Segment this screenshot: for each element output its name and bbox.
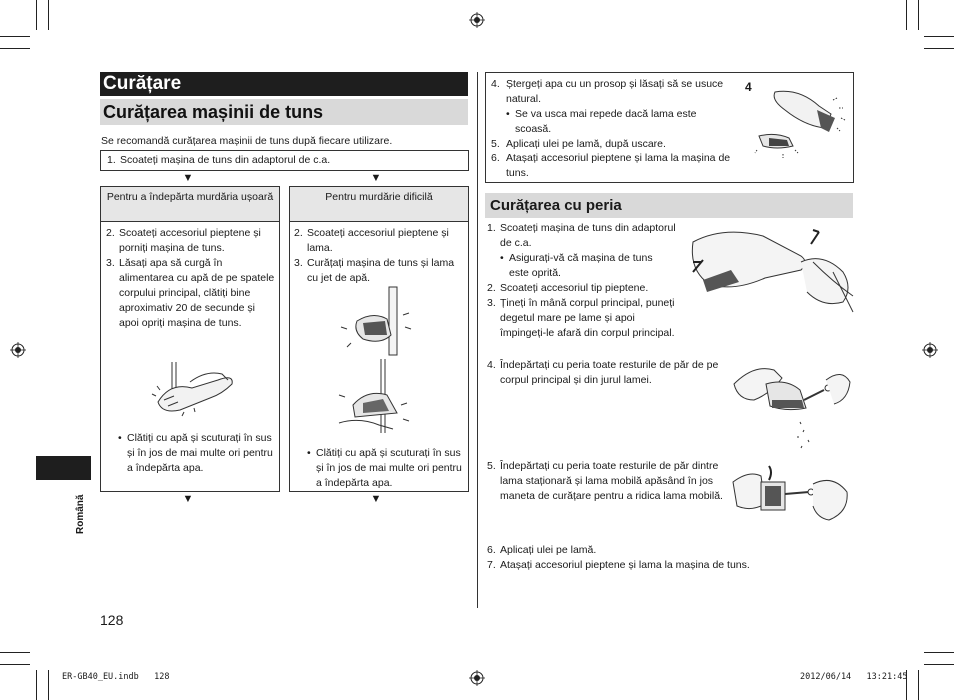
heavy-dirt-header: Pentru murdărie dificilă (289, 186, 469, 222)
brush-step-2: 2. Scoateți accesoriul tip pieptene. (487, 282, 649, 294)
brush-step-5: 5. Îndepărtați cu peria toate resturile de păr dintre lama staționară și lama mobilă apăsând în jos maneta de curățare pentru a ridica lama mobilă. (487, 460, 723, 502)
brush-step-4: 4. Îndepărtați cu peria toate resturile de păr de pe corpul principal și din jurul lamei. (487, 359, 719, 386)
step-number: 1. (107, 154, 116, 166)
continued-bullet: • Se va usca mai repede dacă lama este scoasă. (506, 108, 697, 135)
footer-file-info: ER-GB40_EU.indb 128 (62, 672, 170, 682)
brush-step-7: 7. Atașați accesoriul pieptene și lama la mașina de tuns. (487, 559, 750, 571)
language-tab (36, 456, 91, 480)
push-out-blade-illustration (683, 222, 858, 322)
brush-step-3: 3. Țineți în mână corpul principal, puneți degetul mare pe lame și apoi împingeți-le afară din corpul principal. (487, 297, 675, 339)
flow-arrow: ▼ (370, 172, 382, 184)
brush-bullet: • Asigurați-vă că mașina de tuns este oprită. (500, 252, 653, 279)
brush-body-illustration (730, 360, 855, 452)
brush-section-title: Curățarea cu peria (485, 193, 853, 218)
registration-mark-bottom-icon (469, 670, 485, 686)
light-dirt-bullet: • Clătiți cu apă și scuturați în sus și în jos de mai multe ori pentru a îndepărta apa. (118, 432, 273, 474)
rinse-under-tap-illustration (150, 360, 240, 420)
heavy-dirt-step-3: 3. Curățați mașina de tuns și lama cu jet de apă. (294, 257, 455, 284)
language-label: Română (75, 494, 86, 534)
continued-step-4: 4. Ștergeți apa cu un prosop și lăsați să se usuce natural. (491, 78, 724, 105)
step1-box (100, 150, 469, 171)
continued-step-6: 6. Atașați accesoriul pieptene și lama la mașina de tuns. (491, 152, 731, 179)
registration-mark-top-icon (469, 12, 485, 28)
rinse-blade-illustration (333, 285, 433, 435)
footer-timestamp: 2012/06/14 13:21:45 (800, 672, 908, 682)
light-dirt-step-3: 3. Lăsați apa să curgă în alimentarea cu apă de pe spatele corpului principal, clătiți bine aproximativ 20 de secunde și apoi opriți mașina de tuns. (106, 257, 275, 329)
figure-label: 4 (745, 80, 752, 94)
page-title: Curățare (100, 72, 468, 96)
intro-text: Se recomandă curățarea mașinii de tuns după fiecare utilizare. (101, 135, 393, 147)
step-text: Scoateți mașina de tuns din adaptorul de c.a. (120, 154, 331, 166)
drying-clipper-illustration (755, 88, 850, 163)
column-divider (477, 72, 478, 608)
flow-arrow: ▼ (370, 493, 382, 505)
heavy-dirt-step-2: 2. Scoateți accesoriul pieptene și lama. (294, 227, 449, 254)
heavy-dirt-bullet: • Clătiți cu apă și scuturați în sus și în jos de mai multe ori pentru a îndepărta apa. (307, 447, 462, 489)
page-number: 128 (100, 612, 124, 628)
registration-mark-left-icon (10, 342, 26, 358)
registration-mark-right-icon (922, 342, 938, 358)
lever-brush-illustration (729, 462, 854, 537)
flow-arrow: ▼ (182, 493, 194, 505)
light-dirt-header: Pentru a îndepărta murdăria ușoară (100, 186, 280, 222)
brush-step-6: 6. Aplicați ulei pe lamă. (487, 544, 597, 556)
brush-step-1: 1. Scoateți mașina de tuns din adaptorul de c.a. (487, 222, 676, 249)
continued-step-5: 5. Aplicați ulei pe lamă, după uscare. (491, 138, 666, 150)
flow-arrow: ▼ (182, 172, 194, 184)
light-dirt-step-2: 2. Scoateți accesoriul pieptene și porniți mașina de tuns. (106, 227, 261, 254)
page-subtitle: Curățarea mașinii de tuns (100, 99, 468, 125)
